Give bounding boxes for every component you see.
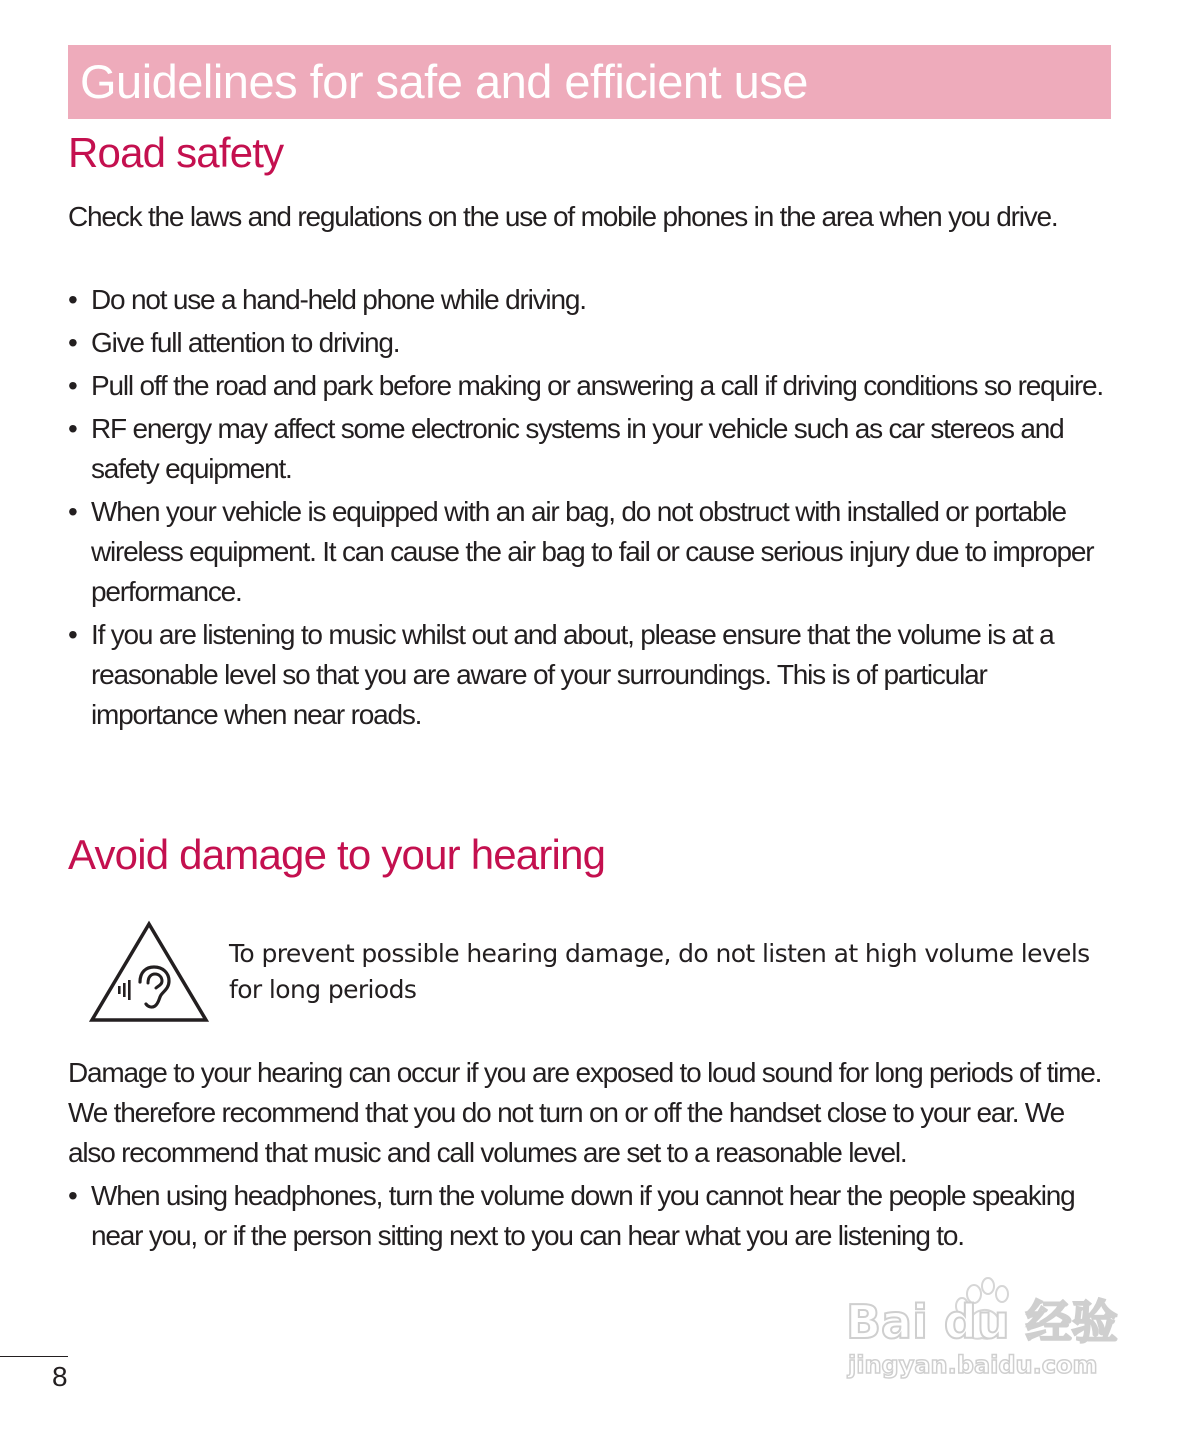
- footer-rule: [0, 1356, 68, 1357]
- list-item: • When your vehicle is equipped with an air bag, do not obstruct with installed or portable wireless equipment. It can cause the air bag to fail or cause serious injury due to improper performance.: [68, 492, 1113, 612]
- baidu-watermark: [842, 1250, 1122, 1380]
- hearing-warning-triangle-icon: [88, 920, 210, 1024]
- bullet-icon: •: [68, 1180, 77, 1211]
- hearing-body: Damage to your hearing can occur if you are exposed to loud sound for long periods of time. We therefore recommend that you do not turn on or off the handset close to your ear. We also recommend that music and call volumes are set to a reasonable level.: [68, 1057, 1102, 1168]
- list-item: • RF energy may affect some electronic systems in your vehicle such as car stereos and safety equipment.: [68, 409, 1113, 489]
- section-title-road-safety: Road safety: [68, 129, 284, 176]
- hearing-warning-text: To prevent possible hearing damage, do not listen at high volume levels for long periods: [229, 939, 1090, 1004]
- page-header-title: Guidelines for safe and efficient use: [80, 55, 808, 108]
- watermark-url: jingyan.baidu.com: [848, 1351, 1098, 1379]
- bullet-icon: •: [68, 496, 77, 527]
- bullet-icon: •: [68, 619, 77, 650]
- bullet-icon: •: [68, 284, 77, 315]
- bullet-icon: •: [68, 327, 77, 358]
- hearing-list: [68, 1176, 1113, 1259]
- list-item: • If you are listening to music whilst out and about, please ensure that the volume is at a reasonable level so that you are aware of your surroundings. This is of particular importance when near roads.: [68, 615, 1113, 735]
- watermark-brand: Bai du 经验: [846, 1295, 1118, 1349]
- list-item: • Do not use a hand-held phone while driving.: [68, 280, 1113, 320]
- section-title-hearing: Avoid damage to your hearing: [68, 831, 606, 878]
- bullet-icon: •: [68, 370, 77, 401]
- bullet-icon: •: [68, 413, 77, 444]
- list-item: • When using headphones, turn the volume down if you cannot hear the people speaking near you, or if the person sitting next to you can hear what you are listening to.: [68, 1176, 1113, 1256]
- road-safety-intro: Check the laws and regulations on the use of mobile phones in the area when you drive.: [68, 201, 1058, 232]
- list-item: • Pull off the road and park before making or answering a call if driving conditions so require.: [68, 366, 1113, 406]
- list-item: • Give full attention to driving.: [68, 323, 1113, 363]
- page-number: 8: [52, 1361, 68, 1392]
- road-safety-list: [68, 280, 1113, 738]
